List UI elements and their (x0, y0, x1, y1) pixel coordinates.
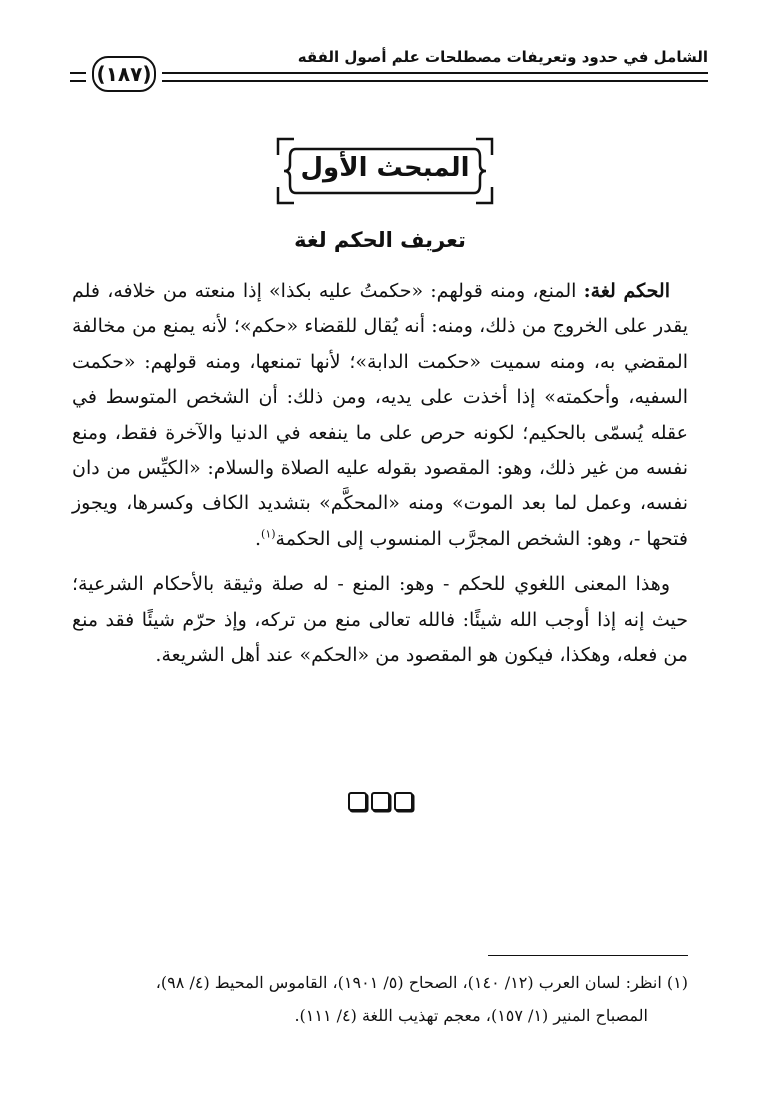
header-title: الشامل في حدود وتعريفات مصطلحات علم أصول الفقه (297, 48, 708, 66)
paragraph-1 (72, 274, 688, 557)
paragraph-1-text: المنع، ومنه قولهم: «حكمتُ عليه بكذا» إذا منعته من خلافه، فلم يقدر على الخروج من ذلك، ومنه: أنه يُقال للقضاء «حكم»؛ لأنه يمنع من مخالفة المقضي به، ومنه سميت «حكمت الدابة»؛ لأنها تمنعها، ومنه قولهم: «حكمت السفيه، وأحكمته» إذا أخذت على يديه، ومن ذلك: أن الشخص المتوسط في عقله يُسمّى بالحكيم؛ لكونه حرص على ما ينفعه في الدنيا والآخرة فقط، ومنع نفسه من غير ذلك، وهو: المقصود بقوله عليه الصلاة والسلام: «الكيِّس من دان نفسه، وعمل لما بعد الموت» ومنه «المحكَّم» بتشديد الكاف وكسرها، ويجوز فتحها -، وهو: الشخص المجرَّب المنسوب إلى الحكمة (72, 280, 688, 550)
sub-heading: تعريف الحكم لغة (294, 228, 466, 252)
footnote-ref[interactable]: (١) (261, 527, 276, 541)
footnote-line: المصباح المنير (١/ ١٥٧)، معجم تهذيب اللغة (٤/ ١١١). (294, 1006, 648, 1025)
section-separator (0, 792, 760, 815)
body-text (72, 274, 688, 683)
header-rule (162, 72, 708, 82)
section-title: المبحث الأول (300, 153, 470, 183)
running-header (70, 44, 708, 94)
square-ornament-icon (371, 792, 390, 811)
footnotes (72, 966, 688, 1032)
page-number: (١٨٧) (92, 56, 156, 92)
header-rule-left (70, 72, 86, 82)
square-ornament-icon (348, 792, 367, 811)
square-ornament-icon (394, 792, 413, 811)
footnote-rule (488, 955, 688, 956)
defined-term: الحكم لغة: (583, 280, 671, 302)
section-title-frame (274, 135, 496, 207)
paragraph-2: وهذا المعنى اللغوي للحكم - وهو: المنع - له صلة وثيقة بالأحكام الشرعية؛ حيث إنه إذا أوجب الله شيئًا: فالله تعالى منع من تركه، وإذ حرّم شيئًا فقد منع من فعله، وهكذا، فيكون هو المقصود من «الحكم» عند أهل الشريعة. (72, 573, 688, 667)
footnote-line: (١) انظر: لسان العرب (١٢/ ١٤٠)، الصحاح (٥/ ١٩٠١)، القاموس المحيط (٤/ ٩٨)، (155, 973, 688, 992)
paragraph-1-end: . (254, 527, 262, 550)
